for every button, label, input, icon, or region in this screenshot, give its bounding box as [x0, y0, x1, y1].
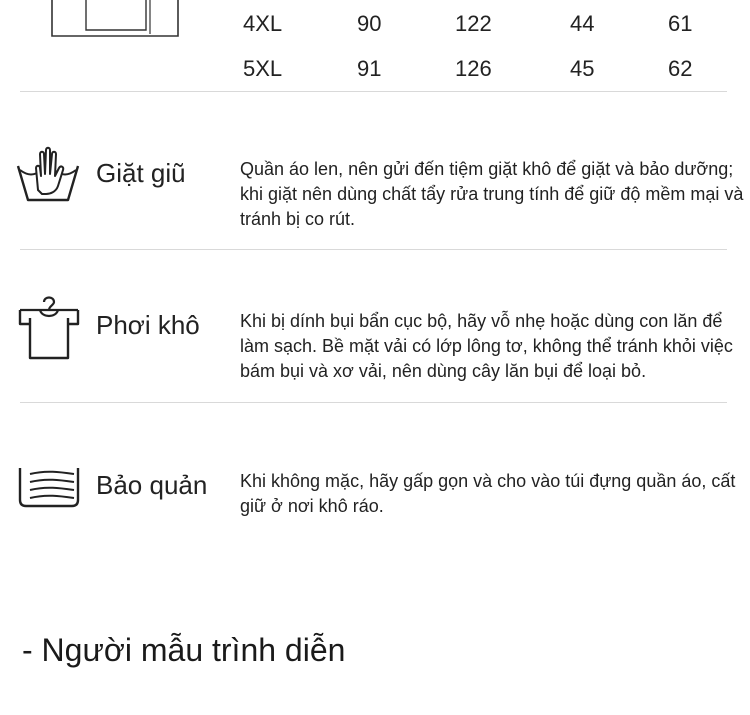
- size-cell: 126: [455, 56, 492, 81]
- section-divider: [20, 402, 727, 403]
- section-divider: [20, 249, 727, 250]
- folded-storage-icon: [16, 464, 82, 510]
- care-title: Phơi khô: [96, 310, 200, 340]
- care-description: Khi không mặc, hãy gấp gọn và cho vào túi đựng quần áo, cất giữ ở nơi khô ráo.: [240, 471, 736, 516]
- size-cell: 4XL: [243, 11, 283, 36]
- size-cell: 122: [455, 11, 492, 36]
- size-cell: 62: [668, 56, 693, 81]
- care-description: Khi bị dính bụi bẩn cục bộ, hãy vỗ nhẹ hoặc dùng con lăn để làm sạch. Bề mặt vải có lớp lông tơ, không thể tránh khỏi việc bám bụi và xơ vải, nên dùng cây lăn bụi để loại bỏ.: [240, 311, 733, 381]
- care-description: Quần áo len, nên gửi đến tiệm giặt khô để giặt và bảo dưỡng; khi giặt nên dùng chất tẩy rửa trung tính để giữ độ mềm mại và tránh bị co rút.: [240, 159, 744, 229]
- model-section-heading: - Người mẫu trình diễn: [22, 632, 346, 668]
- size-row-4xl: [0, 11, 750, 41]
- hanging-shirt-icon: [16, 292, 82, 360]
- size-cell: 91: [357, 56, 382, 81]
- size-row-5xl: [0, 56, 750, 86]
- hand-wash-icon: [16, 146, 80, 204]
- size-cell: 44: [570, 11, 595, 36]
- section-divider: [20, 91, 727, 92]
- care-title: Giặt giũ: [96, 158, 186, 188]
- size-cell: 61: [668, 11, 693, 36]
- size-cell: 45: [570, 56, 595, 81]
- care-title: Bảo quản: [96, 470, 208, 500]
- size-cell: 90: [357, 11, 382, 36]
- size-cell: 5XL: [243, 56, 283, 81]
